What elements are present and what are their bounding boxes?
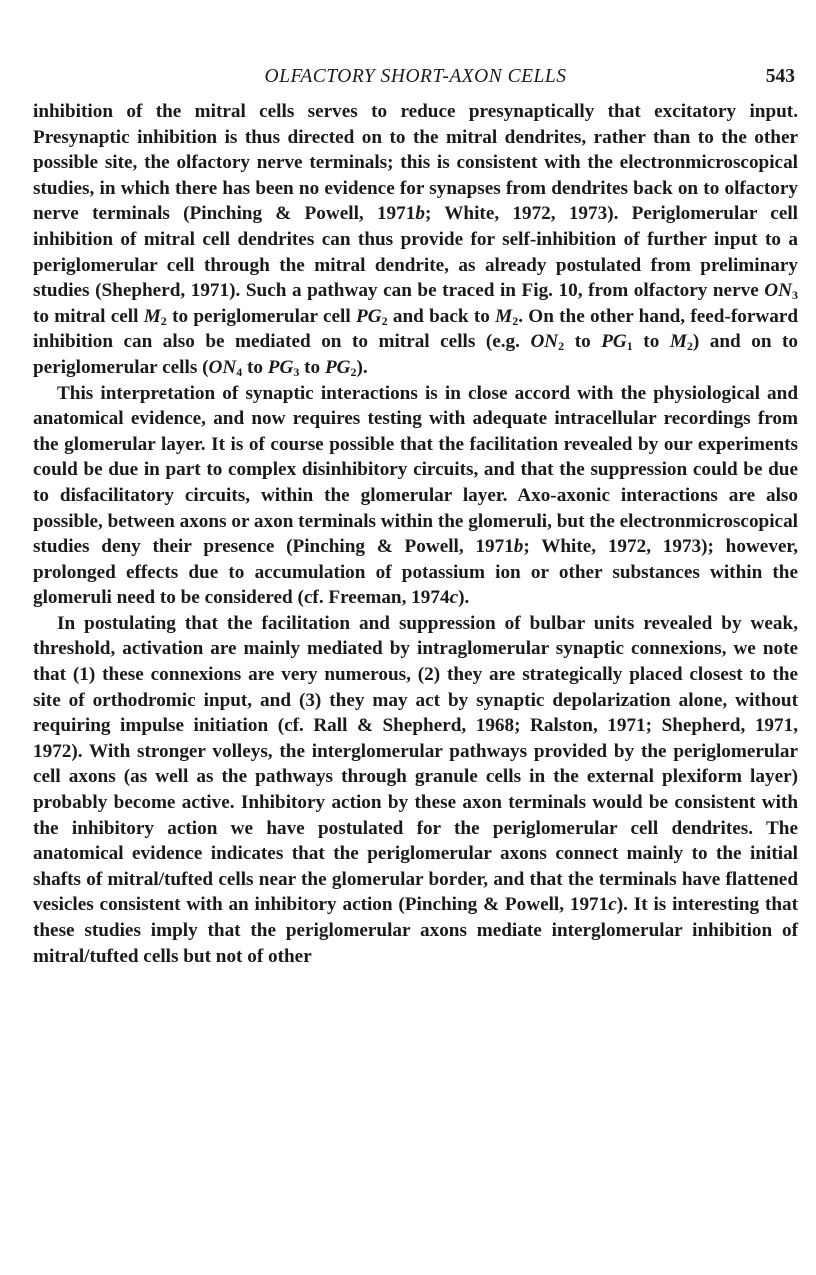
italic-symbol: M	[669, 331, 687, 353]
text-run: to	[242, 356, 268, 378]
subscript: 2	[381, 313, 388, 328]
italic-symbol: PG	[355, 305, 382, 327]
text-run: ; White, 1972, 1973); however, prolonged effects due to accumulation of potassium ion or other substances within the glomeruli need to be considered (cf. Freeman, 1974	[33, 536, 798, 609]
text-run: and back to	[387, 305, 496, 327]
italic-symbol: ON	[530, 331, 559, 353]
text-run: ).	[356, 356, 368, 378]
italic-symbol: c	[449, 587, 459, 609]
italic-symbol: M	[143, 305, 161, 327]
paragraph-2	[33, 381, 798, 611]
subscript: 3	[293, 364, 300, 379]
page-number: 543	[765, 66, 795, 87]
italic-symbol: b	[513, 536, 524, 558]
text-run: to	[632, 331, 670, 353]
text-run: In postulating that the facilitation and suppression of bulbar units revealed by weak, threshold, activation are mainly mediated by intraglomerular synaptic connexions, we note that (1) these connexions are very numerous, (2) they are strategically placed closest to the site of orthodromic input, and (3) they may act by synaptic depolarization alone, without requiring impulse initiation (cf. Rall & Shepherd, 1968; Ralston, 1971; Shepherd, 1971, 1972). With stronger volleys, the interglomerular pathways provided by the periglomerular cell axons (as well as the pathways through granule cells in the external plexiform layer) probably become active. Inhibitory action by these axon terminals would be consistent with the inhibitory action we have postulated for the periglomerular cell dendrites. The anatomical evidence indicates that the periglomerular axons connect mainly to the initial shafts of mitral/tufted cells near the glomerular border, and that the terminals have flattened vesicles consistent with an inhibitory action (Pinching & Powell, 1971	[33, 612, 798, 916]
italic-symbol: c	[608, 894, 617, 916]
italic-symbol: PG	[324, 356, 351, 378]
paragraph-1	[33, 99, 798, 381]
subscript: 2	[558, 339, 565, 354]
text-run: to	[299, 356, 325, 378]
italic-symbol: b	[415, 203, 425, 225]
text-run: to	[564, 331, 602, 353]
text-run: inhibition of the mitral cells serves to reduce presynaptically that excitatory input. Presynaptic inhibition is thus directed on to the mitral dendrites, rather than to the other possible site, the olfactory nerve terminals; this is consistent with the electronmicroscopical studies, in which there has been no evidence for synapses from dendrites back on to olfactory nerve terminals (Pinching & Powell, 1971	[33, 101, 798, 225]
running-title: OLFACTORY SHORT-AXON CELLS	[264, 66, 567, 87]
text-run: This interpretation of synaptic interactions is in close accord with the physiological and anatomical evidence, and now requires testing with adequate intracellular recordings from the glomerular layer. It is of course possible that the facilitation revealed by our experiments could be due in part to complex disinhibitory circuits, and that the suppression could be due to disfacilitatory circuits, within the glomerular layer. Axo-axonic interactions are also possible, between axons or axon terminals within the glomeruli, but the electronmicroscopical studies deny their presence (Pinching & Powell, 1971	[33, 382, 798, 558]
subscript: 2	[512, 313, 519, 328]
italic-symbol: ON	[764, 280, 792, 302]
italic-symbol: M	[495, 305, 513, 327]
page-header	[33, 66, 798, 96]
text-run: ).	[458, 587, 470, 609]
subscript: 4	[236, 364, 243, 379]
journal-page	[33, 66, 798, 969]
text-run: ) and on to periglomerular cells (	[33, 331, 799, 378]
text-run: . On the other hand, feed-forward inhibition can also be mediated on to mitral cells (e.g.	[33, 305, 799, 353]
body-text	[33, 99, 798, 969]
italic-symbol: ON	[208, 356, 237, 378]
subscript: 2	[350, 364, 357, 379]
text-run: ). It is interesting that these studies imply that the periglomerular axons mediate interglomerular inhibition of mitral/tufted cells but not of other	[33, 894, 798, 967]
subscript: 3	[792, 288, 798, 303]
subscript: 1	[626, 339, 633, 354]
paragraph-3	[33, 611, 798, 969]
italic-symbol: PG	[601, 331, 627, 353]
text-run: to periglomerular cell	[166, 305, 356, 327]
text-run: to mitral cell	[33, 305, 144, 327]
subscript: 2	[160, 313, 167, 328]
text-run: ; White, 1972, 1973). Periglomerular cell inhibition of mitral cell dendrites can thus provide for self-inhibition of further input to a periglomerular cell through the mitral dendrite, as already postulated from preliminary studies (Shepherd, 1971). Such a pathway can be traced in Fig. 10, from olfactory nerve	[33, 203, 799, 302]
italic-symbol: PG	[267, 356, 294, 378]
subscript: 2	[686, 339, 693, 354]
